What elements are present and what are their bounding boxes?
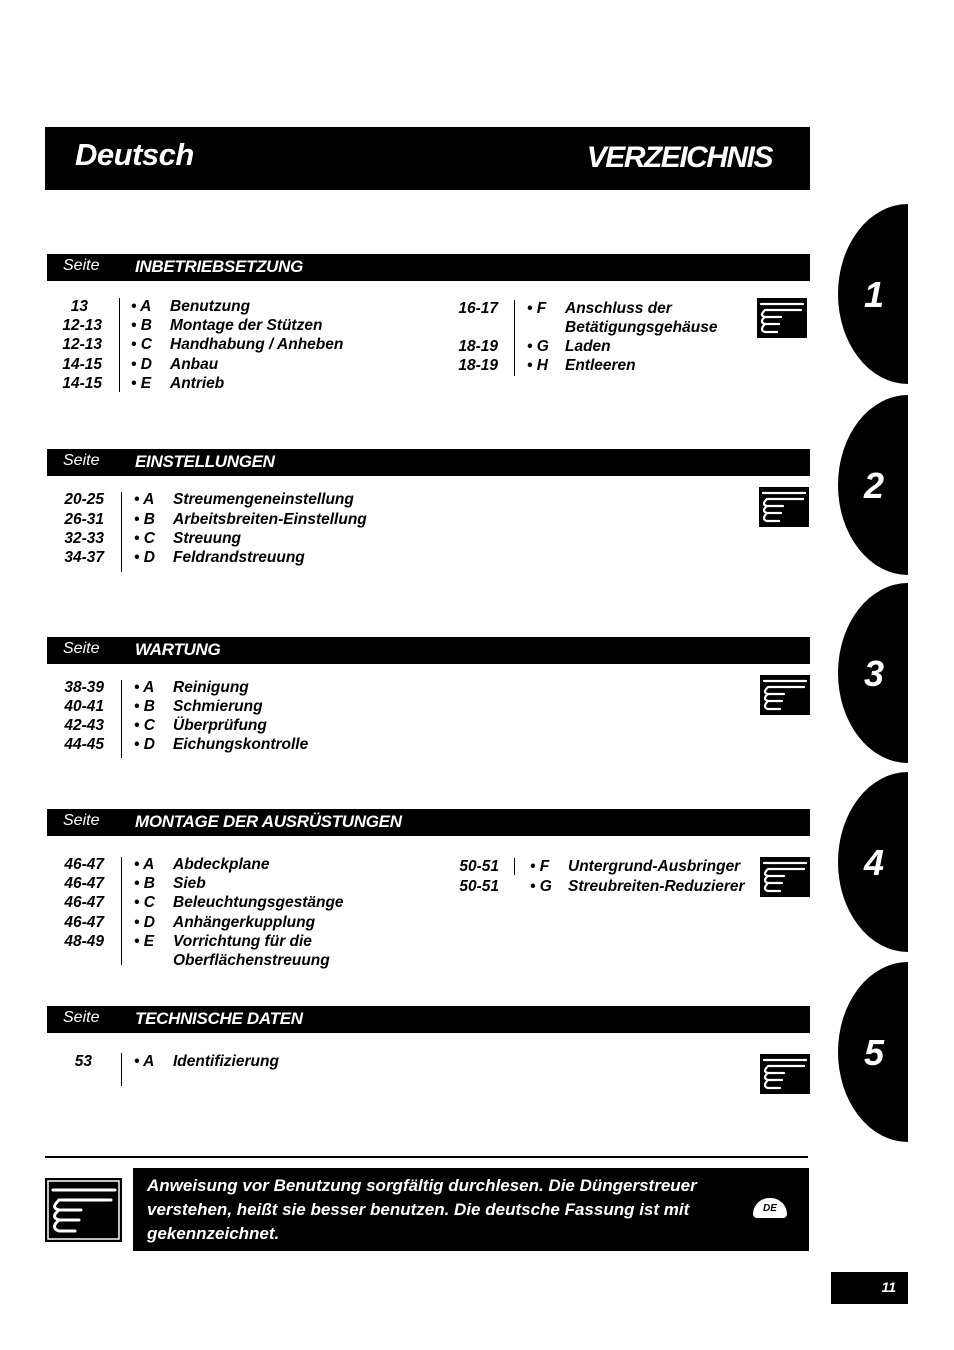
chapter-tab-5[interactable]: 5 (838, 962, 908, 1142)
hand-pointer-icon (760, 857, 810, 897)
hand-pointer-icon (760, 675, 810, 715)
hand-pointer-icon (760, 1054, 810, 1094)
seite-label: Seite (63, 257, 100, 274)
note-text: Anweisung vor Benutzung sorgfältig durchlesen. Die Düngerstreuer verstehen, heißt sie besser benutzen. Die deutsche Fassung ist mit gekennzeichnet. (147, 1176, 697, 1243)
seite-label: Seite (63, 1009, 100, 1026)
section-header-montage (47, 809, 810, 836)
chapter-tab-4[interactable]: 4 (838, 772, 908, 952)
divider (45, 1156, 808, 1158)
seite-label: Seite (63, 640, 100, 657)
seite-label: Seite (63, 812, 100, 829)
reading-note (133, 1168, 809, 1251)
divider-line (121, 680, 122, 758)
divider-line (121, 492, 122, 572)
section-header-wartung (47, 637, 810, 664)
section-title: INBETRIEBSETZUNG (135, 257, 304, 276)
section-title: TECHNISCHE DATEN (135, 1009, 303, 1028)
section-header-inbetriebsetzung (47, 254, 810, 281)
chapter-tab-2[interactable]: 2 (838, 395, 908, 575)
header-bar (45, 127, 810, 190)
seite-label: Seite (63, 452, 100, 469)
page-number: 11 (831, 1272, 908, 1304)
hand-pointer-icon (759, 487, 809, 527)
chapter-tab-1[interactable]: 1 (838, 204, 908, 384)
section-header-technische-daten (47, 1006, 810, 1033)
section-title: MONTAGE DER AUSRÜSTUNGEN (135, 812, 402, 831)
divider-line (514, 300, 515, 376)
section-title: WARTUNG (135, 640, 221, 659)
section-title: EINSTELLUNGEN (135, 452, 275, 471)
divider-line (121, 1053, 122, 1086)
page-title: VERZEICHNIS (586, 141, 772, 174)
hand-pointer-icon (45, 1178, 122, 1242)
section-header-einstellungen (47, 449, 810, 476)
divider-line (119, 298, 120, 392)
de-badge: DE (753, 1198, 787, 1218)
chapter-tab-3[interactable]: 3 (838, 583, 908, 763)
divider-line (121, 857, 122, 965)
language-title: Deutsch (75, 137, 194, 172)
hand-pointer-icon (757, 298, 807, 338)
divider-line (514, 858, 515, 875)
